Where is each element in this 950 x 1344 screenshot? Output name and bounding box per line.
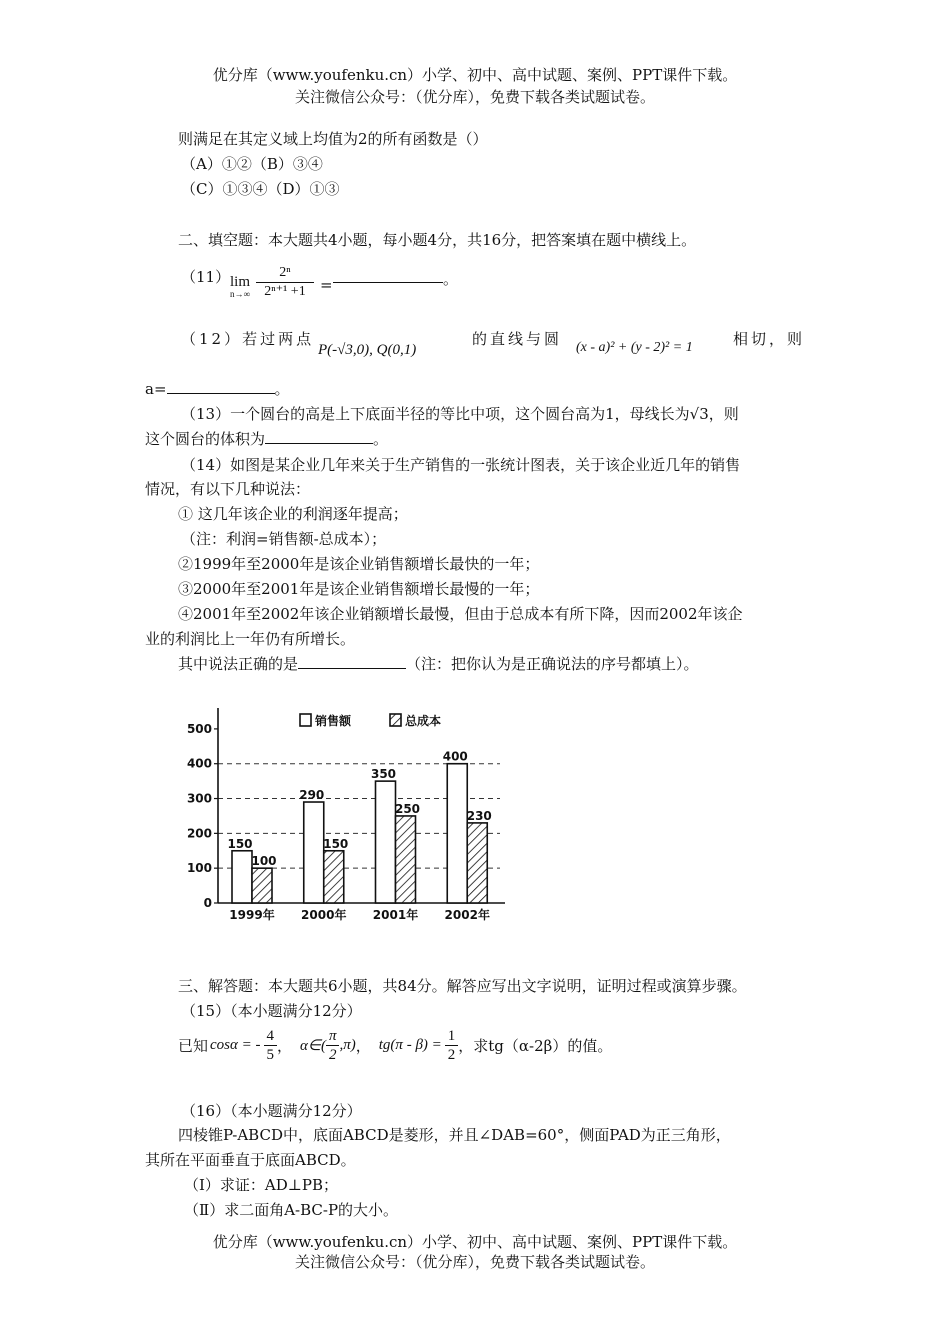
q11-denominator: 2ⁿ⁺¹ +1 bbox=[264, 284, 306, 299]
q12-answer-line bbox=[145, 378, 290, 399]
footer-line-2: 关注微信公众号：（优分库），免费下载各类试题试卷。 bbox=[294, 1253, 655, 1271]
q15-fraction-3 bbox=[445, 1027, 459, 1064]
q12-end: 相切，则 bbox=[733, 330, 806, 348]
x-tick-label-2001年: 2001年 bbox=[372, 908, 419, 922]
y-tick-label-400: 400 bbox=[186, 756, 212, 771]
q13-line-2-end: 。 bbox=[373, 430, 389, 448]
q16-part-1: （I）求证：AD⊥PB； bbox=[184, 1176, 339, 1194]
q14-statement-1-note: （注：利润=销售额-总成本）； bbox=[181, 530, 387, 548]
q15-fraction-3-den: 2 bbox=[447, 1046, 456, 1063]
section2-title: 二、填空题：本大题共4小题，每小题4分，共16分，把答案填在题中横线上。 bbox=[178, 231, 697, 249]
y-tick-label-300: 300 bbox=[186, 791, 212, 806]
q16-line-1: 四棱锥P-ABCD中，底面ABCD是菱形，并且∠DAB=60°，侧面PAD为正三角形， bbox=[178, 1126, 731, 1144]
q15-cos-lhs: cosα = - bbox=[210, 1036, 261, 1053]
q15-fraction-1 bbox=[264, 1027, 278, 1064]
q15-fraction-2-num: π bbox=[326, 1027, 340, 1046]
q15-formula bbox=[178, 1024, 612, 1066]
q14-ask-suffix: （注：把你认为是正确说法的序号都填上）。 bbox=[406, 655, 699, 673]
q13-answer-blank[interactable] bbox=[265, 429, 373, 444]
q10-options-2: （C）①③④（D）①③ bbox=[181, 180, 340, 198]
header-line-2: 关注微信公众号：（优分库），免费下载各类试题试卷。 bbox=[294, 88, 655, 106]
bar-销售额-1999年 bbox=[232, 851, 252, 903]
bar-总成本-1999年 bbox=[252, 868, 272, 903]
footer-line-1: 优分库（www.youfenku.cn）小学、初中、高中试题、案例、PPT课件下载。 bbox=[212, 1233, 738, 1251]
bar-销售额-2001年 bbox=[376, 781, 396, 903]
q15-comma-1: ， bbox=[277, 1036, 293, 1055]
q12-circle: (x - a)² + (y - 2)² = 1 bbox=[576, 340, 693, 355]
q11-lim-word: lim bbox=[230, 274, 251, 290]
q12-answer-prefix: a= bbox=[145, 380, 167, 398]
q11-fraction bbox=[256, 264, 314, 301]
q12-middle: 的直线与圆 bbox=[472, 330, 563, 348]
y-tick-label-100: 100 bbox=[186, 861, 212, 876]
q15-tg-lhs: tg(π - β) = bbox=[378, 1036, 442, 1053]
legend-swatch-销售额 bbox=[300, 714, 311, 726]
q14-line-1: （14）如图是某企业几年来关于生产销售的一张统计图表，关于该企业近几年的销售 bbox=[181, 456, 741, 474]
q15-ask: ，求tg（α-2β）的值。 bbox=[458, 1036, 613, 1055]
q14-statement-1: ① 这几年该企业的利润逐年提高； bbox=[178, 505, 408, 523]
legend-label-销售额: 销售额 bbox=[315, 714, 352, 728]
q12-answer-end: 。 bbox=[274, 380, 290, 398]
q10-text: 则满足在其定义域上均值为2的所有函数是（） bbox=[178, 130, 488, 148]
q11-lim-sub: n→∞ bbox=[230, 289, 250, 299]
data-label-销售额-2001年: 350 bbox=[370, 767, 397, 782]
q15-fraction-3-num: 1 bbox=[445, 1027, 459, 1046]
q16-label: （16）（本小题满分12分） bbox=[181, 1102, 362, 1120]
q15-alpha-end: ,π) bbox=[339, 1036, 356, 1053]
y-tick-label-0: 0 bbox=[203, 896, 212, 910]
section3-title: 三、解答题：本大题共6小题，共84分。解答应写出文字说明，证明过程或演算步骤。 bbox=[178, 977, 747, 995]
q12-answer-blank[interactable] bbox=[167, 379, 275, 394]
q11-label: （11） bbox=[181, 268, 231, 286]
x-tick-label-2000年: 2000年 bbox=[301, 908, 347, 922]
q14-ask-prefix: 其中说法正确的是 bbox=[178, 655, 299, 673]
q11-answer-blank[interactable] bbox=[333, 268, 443, 283]
q12-label: （12）若过两点 bbox=[181, 330, 315, 348]
q14-ask bbox=[178, 653, 699, 674]
q13-line-1: （13）一个圆台的高是上下底面半径的等比中项，这个圆台高为1，母线长为√3，则 bbox=[181, 405, 739, 423]
q14-answer-blank[interactable] bbox=[298, 654, 406, 669]
q15-fraction-2 bbox=[326, 1027, 340, 1064]
data-label-总成本-2000年: 150 bbox=[323, 836, 349, 851]
q14-statement-4-line-2: 业的利润比上一年仍有所增长。 bbox=[145, 630, 356, 648]
q11-lim bbox=[230, 274, 250, 299]
bar-总成本-2000年 bbox=[324, 851, 344, 903]
header-line-1: 优分库（www.youfenku.cn）小学、初中、高中试题、案例、PPT课件下载。 bbox=[212, 66, 738, 84]
q15-fraction-1-num: 4 bbox=[264, 1027, 278, 1046]
data-label-总成本-2001年: 250 bbox=[394, 801, 421, 816]
q15-label: （15）（本小题满分12分） bbox=[181, 1002, 362, 1020]
legend-swatch-总成本 bbox=[390, 714, 401, 726]
q14-statement-3: ③2000年至2001年是该企业销售额增长最慢的一年； bbox=[178, 580, 540, 598]
bar-销售额-2002年 bbox=[447, 764, 467, 903]
q14-statement-4-line-1: ④2001年至2002年该企业销额增长最慢，但由于总成本有所下降，因而2002年该企 bbox=[178, 605, 743, 623]
sales-cost-chart bbox=[180, 700, 520, 940]
x-tick-label-2002年: 2002年 bbox=[444, 908, 490, 922]
q15-fraction-1-den: 5 bbox=[266, 1046, 275, 1063]
data-label-销售额-1999年: 150 bbox=[227, 836, 253, 851]
q12-points: P(-√3,0), Q(0,1) bbox=[318, 342, 417, 358]
q14-line-2: 情况，有以下几种说法： bbox=[145, 480, 311, 498]
bar-销售额-2000年 bbox=[304, 802, 324, 903]
bar-总成本-2001年 bbox=[396, 816, 416, 903]
bar-总成本-2002年 bbox=[467, 823, 487, 903]
q13-line-2-prefix: 这个圆台的体积为 bbox=[145, 430, 266, 448]
data-label-销售额-2002年: 400 bbox=[442, 749, 468, 764]
q15-given: 已知 bbox=[178, 1036, 209, 1055]
q16-line-2: 其所在平面垂直于底面ABCD。 bbox=[145, 1151, 356, 1169]
data-label-总成本-2002年: 230 bbox=[466, 808, 492, 823]
y-tick-label-200: 200 bbox=[186, 826, 212, 841]
y-tick-label-500: 500 bbox=[186, 721, 212, 736]
q14-statement-2: ②1999年至2000年是该企业销售额增长最快的一年； bbox=[178, 555, 540, 573]
data-label-销售额-2000年: 290 bbox=[299, 788, 325, 803]
x-tick-label-1999年: 1999年 bbox=[229, 908, 275, 922]
q15-fraction-2-den: 2 bbox=[328, 1046, 337, 1063]
q13-line-2 bbox=[145, 428, 388, 449]
q11-end: 。 bbox=[443, 270, 459, 288]
q11-equals: = bbox=[320, 276, 333, 294]
q16-part-2: （Ⅱ）求二面角A-BC-P的大小。 bbox=[184, 1201, 399, 1219]
data-label-总成本-1999年: 100 bbox=[251, 854, 277, 869]
legend-label-总成本: 总成本 bbox=[405, 714, 442, 728]
q11-numerator: 2ⁿ bbox=[256, 264, 314, 283]
q15-alpha-in: α∈( bbox=[300, 1037, 326, 1054]
q15-comma-2: ， bbox=[355, 1036, 371, 1055]
q10-options-1: （A）①②（B）③④ bbox=[181, 155, 323, 173]
